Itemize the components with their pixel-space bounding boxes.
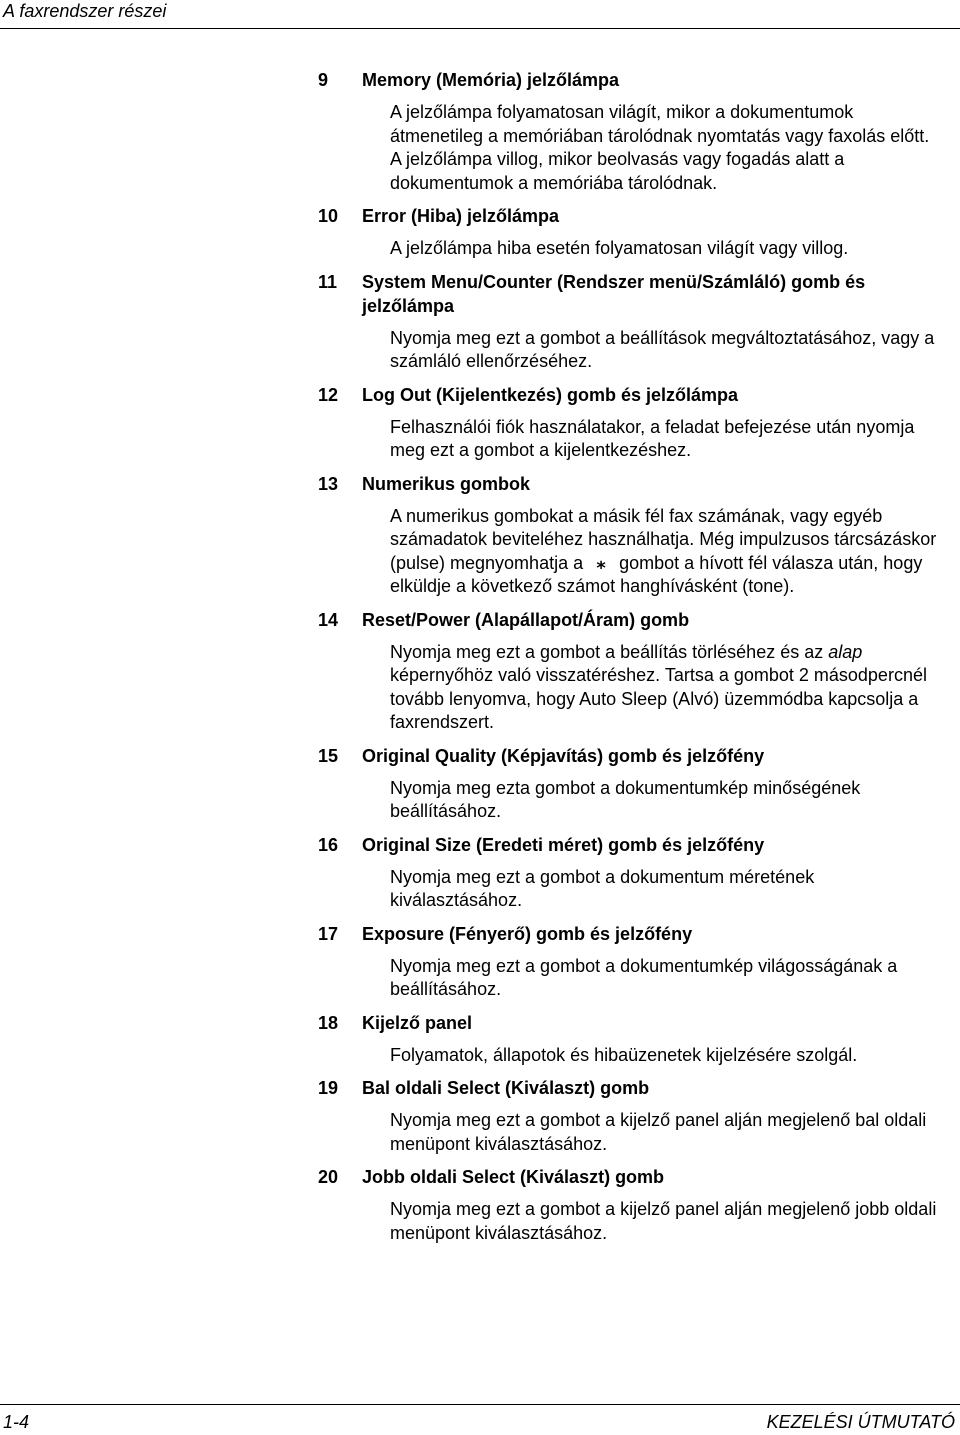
list-item	[0, 472, 960, 599]
list-item	[0, 68, 960, 195]
item-description-part: A numerikus gombokat a másik fél fax számának, vagy egyéb számadatok beviteléhez használhatja. Még impulzusos tárcsázáskor (pulse) megnyomhatja a	[390, 505, 937, 573]
item-description-part: Nyomja meg ezt a gombot a beállítás törléséhez és az	[390, 641, 824, 662]
item-title: System Menu/Counter (Rendszer menü/Számláló) gomb és jelzőlámpa	[362, 271, 866, 316]
manual-title: KEZELÉSI ÚTMUTATÓ	[766, 1412, 955, 1432]
list-item	[0, 1076, 960, 1156]
item-number: 14	[318, 609, 339, 630]
item-title: Numerikus gombok	[362, 473, 531, 494]
item-description: A jelzőlámpa hiba esetén folyamatosan világít vagy villog.	[390, 238, 849, 258]
item-title: Kijelző panel	[362, 1012, 473, 1033]
item-title: Reset/Power (Alapállapot/Áram) gomb	[362, 609, 690, 630]
item-number: 12	[318, 384, 339, 405]
item-description: Nyomja meg ezt a gombot a kijelző panel alján megjelenő bal oldali menüpont kiválasztásához.	[390, 1110, 927, 1154]
parts-list	[0, 68, 960, 1254]
item-description: Nyomja meg ezt a gombot a kijelző panel alján megjelenő jobb oldali menüpont kiválasztásához.	[390, 1199, 937, 1243]
item-description-part: gombot a hívott fél válasza után, hogy elküldje a következő számot hanghívásként (tone).	[390, 552, 923, 596]
page-number: 1-4	[3, 1412, 30, 1432]
list-item	[0, 270, 960, 374]
item-title: Original Size (Eredeti méret) gomb és jelzőfény	[362, 834, 765, 855]
item-title: Bal oldali Select (Kiválaszt) gomb	[362, 1078, 650, 1098]
item-title: Memory (Memória) jelzőlámpa	[362, 70, 620, 90]
item-number: 11	[318, 271, 338, 292]
item-title: Exposure (Fényerő) gomb és jelzőfény	[362, 923, 693, 944]
item-title: Error (Hiba) jelzőlámpa	[362, 206, 560, 226]
list-item	[0, 1011, 960, 1068]
item-description: Nyomja meg ezt a gombot a dokumentumkép világosságának a beállításához.	[390, 955, 898, 999]
list-item	[0, 744, 960, 824]
item-description-part: képernyőhöz való visszatéréshez. Tartsa a gombot 2 másodpercnél tovább lenyomva, hogy Auto Sleep (Alvó) üzemmódba kapcsolja a faxrendszert.	[390, 665, 927, 732]
item-number: 16	[318, 834, 339, 855]
item-description	[0, 505, 960, 599]
item-description: Nyomja meg ezt a gombot a beállítások megváltoztatásához, vagy a számláló ellenőrzéséhez.	[390, 327, 935, 371]
item-number: 17	[318, 923, 339, 944]
list-item	[0, 204, 960, 261]
item-title: Original Quality (Képjavítás) gomb és jelzőfény	[362, 745, 765, 766]
item-description: Nyomja meg ezt a gombot a dokumentum méretének kiválasztásához.	[390, 866, 815, 910]
list-item	[0, 922, 960, 1002]
list-item	[0, 833, 960, 913]
item-title: Jobb oldali Select (Kiválaszt) gomb	[362, 1167, 665, 1187]
header-rule	[0, 28, 960, 29]
list-item	[0, 1165, 960, 1245]
item-description	[0, 641, 960, 735]
item-number: 18	[318, 1012, 339, 1033]
section-title: A faxrendszer részei	[3, 1, 167, 21]
item-description: Folyamatok, állapotok és hibaüzenetek kijelzésére szolgál.	[390, 1044, 858, 1065]
list-item	[0, 383, 960, 463]
item-title: Log Out (Kijelentkezés) gomb és jelzőlámpa	[362, 384, 739, 405]
asterisk-key-icon: ⁎	[596, 552, 606, 573]
item-number: 19	[318, 1078, 339, 1098]
running-header	[0, 0, 960, 30]
running-footer	[0, 1400, 960, 1435]
item-number: 10	[318, 206, 339, 226]
item-description-emphasis: alap	[828, 641, 863, 662]
item-number: 15	[318, 745, 339, 766]
item-number: 20	[318, 1167, 339, 1187]
list-item	[0, 608, 960, 735]
item-description: Felhasználói fiók használatakor, a feladat befejezése után nyomja meg ezt a gombot a kijelentkezéshez.	[390, 416, 915, 460]
item-number: 13	[318, 473, 339, 494]
item-description: Nyomja meg ezta gombot a dokumentumkép minőségének beállításához.	[390, 777, 861, 821]
item-description: A jelzőlámpa folyamatosan világít, mikor a dokumentumok átmenetileg a memóriában tárolódnak nyomtatás vagy faxolás előtt. A jelzőlámpa villog, mikor beolvasás vagy fogadás alatt a dokumentumok a memóriába tárolódnak.	[390, 102, 930, 193]
item-number: 9	[318, 70, 329, 90]
footer-rule	[0, 1404, 960, 1405]
